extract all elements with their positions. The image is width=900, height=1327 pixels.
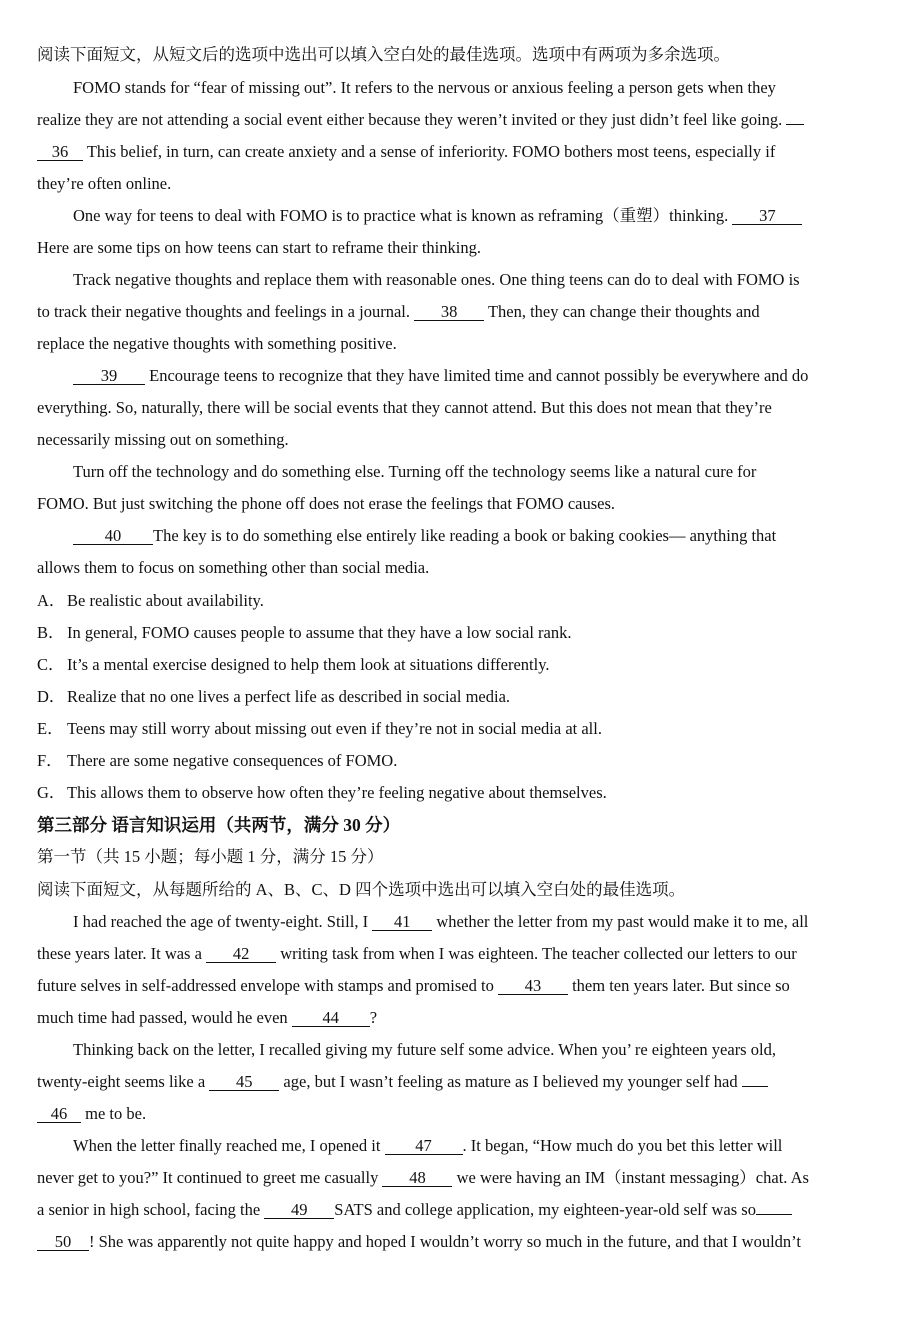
paragraph-line: twenty-eight seems like a 45 age, but I wasn’t feeling as mature as I believed my younger self had bbox=[37, 1072, 880, 1092]
paragraph-line: FOMO. But just switching the phone off does not erase the feelings that FOMO causes. bbox=[37, 494, 616, 513]
cloze-instructions: 阅读下面短文，从每题所给的 A、B、C、D 四个选项中选出可以填入空白处的最佳选项。 bbox=[37, 880, 686, 899]
section-title: 第三部分 语言知识运用（共两节，满分 30 分） bbox=[37, 815, 401, 835]
blank-47[interactable]: 47 bbox=[385, 1137, 463, 1155]
paragraph-line: 40 The key is to do something else entirely like reading a book or baking cookies— anything that bbox=[73, 526, 880, 546]
paragraph-line: to track their negative thoughts and feelings in a journal. 38 Then, they can change their thoughts and bbox=[37, 302, 760, 321]
blank-41[interactable]: 41 bbox=[372, 913, 432, 931]
section-subtitle: 第一节（共 15 小题；每小题 1 分，满分 15 分） bbox=[37, 847, 384, 866]
paragraph-line: 50 ! She was apparently not quite happy and hoped I wouldn’t worry so much in the future, and that I wouldn’t bbox=[37, 1232, 880, 1252]
paragraph-line: realize they are not attending a social event either because they weren’t invited or they just didn’t feel like going. bbox=[37, 110, 880, 130]
blank-50[interactable]: 50 bbox=[37, 1233, 89, 1251]
blank-37[interactable]: 37 bbox=[732, 207, 802, 225]
blank-42[interactable]: 42 bbox=[206, 945, 276, 963]
paragraph-line: One way for teens to deal with FOMO is to practice what is known as reframing（重塑）thinking. 37 bbox=[73, 206, 880, 226]
paragraph-line: never get to you?” It continued to greet me casually 48 we were having an IM（instant messaging）chat. As bbox=[37, 1168, 809, 1187]
paragraph-line: they’re often online. bbox=[37, 174, 172, 193]
paragraph-line: When the letter finally reached me, I opened it 47 . It began, “How much do you bet this letter will bbox=[73, 1136, 783, 1155]
option-d: D．Realize that no one lives a perfect life as described in social media. bbox=[37, 687, 511, 706]
paragraph-line: Turn off the technology and do something else. Turning off the technology seems like a natural cure for bbox=[73, 462, 757, 481]
paragraph-line: replace the negative thoughts with something positive. bbox=[37, 334, 397, 353]
blank-46[interactable] bbox=[742, 1086, 768, 1087]
option-g: G．This allows them to observe how often they’re feeling negative about themselves. bbox=[37, 783, 607, 802]
blank-46[interactable]: 46 bbox=[37, 1105, 81, 1123]
blank-36[interactable] bbox=[786, 124, 804, 125]
option-a: A．Be realistic about availability. bbox=[37, 591, 264, 610]
reading-instructions: 阅读下面短文，从短文后的选项中选出可以填入空白处的最佳选项。选项中有两项为多余选项。 bbox=[37, 45, 730, 64]
option-e: E． Teens may still worry about missing out even if they’re not in social media at all. bbox=[37, 719, 602, 738]
paragraph-line: everything. So, naturally, there will be social events that they cannot attend. But this does not mean that they’re bbox=[37, 398, 772, 417]
option-c: C． It’s a mental exercise designed to help them look at situations differently. bbox=[37, 655, 550, 674]
paragraph-line: much time had passed, would he even 44 ? bbox=[37, 1008, 378, 1027]
paragraph-line: 39 Encourage teens to recognize that they have limited time and cannot possibly be everywhere and do bbox=[73, 366, 880, 386]
blank-43[interactable]: 43 bbox=[498, 977, 568, 995]
blank-45[interactable]: 45 bbox=[209, 1073, 279, 1091]
paragraph-line: FOMO stands for “fear of missing out”. It refers to the nervous or anxious feeling a person gets when they bbox=[73, 78, 776, 97]
blank-39[interactable]: 39 bbox=[73, 367, 145, 385]
option-b: B． In general, FOMO causes people to assume that they have a low social rank. bbox=[37, 623, 572, 642]
blank-40[interactable]: 40 bbox=[73, 527, 153, 545]
blank-49[interactable]: 49 bbox=[264, 1201, 334, 1219]
paragraph-line: 36 This belief, in turn, can create anxiety and a sense of inferiority. FOMO bothers most teens, especially if bbox=[37, 142, 880, 162]
paragraph-line: allows them to focus on something other than social media. bbox=[37, 558, 430, 577]
paragraph-line: Thinking back on the letter, I recalled giving my future self some advice. When you’ re eighteen years old, bbox=[73, 1040, 776, 1059]
paragraph-line: Track negative thoughts and replace them with reasonable ones. One thing teens can do to deal with FOMO is bbox=[73, 270, 800, 289]
blank-50[interactable] bbox=[756, 1214, 792, 1215]
blank-44[interactable]: 44 bbox=[292, 1009, 370, 1027]
paragraph-line: a senior in high school, facing the 49 SATS and college application, my eighteen-year-old self was so bbox=[37, 1200, 880, 1220]
option-f: F． There are some negative consequences of FOMO. bbox=[37, 751, 398, 770]
paragraph-line: I had reached the age of twenty-eight. Still, I 41 whether the letter from my past would make it to me, all bbox=[73, 912, 809, 931]
blank-36[interactable]: 36 bbox=[37, 143, 83, 161]
paragraph-line: necessarily missing out on something. bbox=[37, 430, 289, 449]
paragraph-line: 46 me to be. bbox=[37, 1104, 880, 1124]
blank-48[interactable]: 48 bbox=[382, 1169, 452, 1187]
paragraph-line: Here are some tips on how teens can start to reframe their thinking. bbox=[37, 238, 481, 257]
paragraph-line: future selves in self-addressed envelope with stamps and promised to 43 them ten years later. But since so bbox=[37, 976, 790, 995]
paragraph-line: these years later. It was a 42 writing task from when I was eighteen. The teacher collected our letters to our bbox=[37, 944, 797, 963]
blank-38[interactable]: 38 bbox=[414, 303, 484, 321]
